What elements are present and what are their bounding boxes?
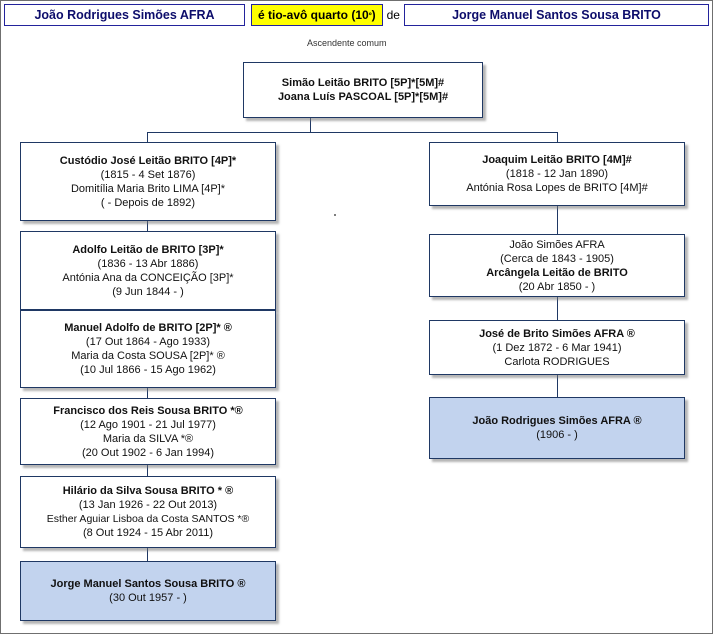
node-line: (10 Jul 1866 - 15 Ago 1962) bbox=[80, 364, 216, 376]
node-line: Maria da SILVA *® bbox=[102, 432, 194, 445]
node-common-ancestor[interactable] bbox=[243, 62, 483, 118]
node-line: (9 Jun 1844 - ) bbox=[112, 285, 184, 298]
connector-left-4-5 bbox=[147, 465, 148, 476]
node-left-2[interactable] bbox=[20, 231, 276, 310]
node-line: Hilário da Silva Sousa BRITO * ® bbox=[62, 485, 234, 497]
node-line: (1818 - 12 Jan 1890) bbox=[505, 168, 609, 180]
node-line: (8 Out 1924 - 15 Abr 2011) bbox=[82, 527, 214, 539]
node-right-target-person[interactable] bbox=[429, 397, 685, 459]
node-line: (20 Out 1902 - 6 Jan 1994) bbox=[81, 446, 215, 459]
node-line: ( - Depois de 1892) bbox=[100, 196, 196, 209]
connector-right-2-3 bbox=[557, 297, 558, 320]
node-right-3[interactable] bbox=[429, 320, 685, 375]
banner-relationship-sup: º bbox=[368, 10, 372, 20]
node-line: Domitília Maria Brito LIMA [4P]* bbox=[70, 182, 226, 195]
banner-relationship-close: ) bbox=[371, 8, 376, 22]
connector-right-drop bbox=[557, 132, 558, 142]
node-line: Custódio José Leitão BRITO [4P]* bbox=[59, 154, 237, 167]
node-left-5[interactable] bbox=[20, 476, 276, 548]
node-line: Jorge Manuel Santos Sousa BRITO ® bbox=[50, 578, 246, 590]
node-line: Arcângela Leitão de BRITO bbox=[486, 266, 628, 279]
node-line: (13 Jan 1926 - 22 Out 2013) bbox=[78, 499, 218, 511]
connector-left-5-6 bbox=[147, 548, 148, 561]
connector-left-3-4 bbox=[147, 388, 148, 398]
connector-left-drop bbox=[147, 132, 148, 142]
node-line: Joaquim Leitão BRITO [4M]# bbox=[482, 154, 632, 166]
node-line: Maria da Costa SOUSA [2P]* ® bbox=[71, 350, 225, 362]
node-line: Simão Leitão BRITO [5P]*[5M]# bbox=[281, 77, 445, 89]
connector-right-3-4 bbox=[557, 375, 558, 397]
node-left-4[interactable] bbox=[20, 398, 276, 465]
banner-relationship bbox=[251, 4, 383, 26]
node-line: João Simões AFRA bbox=[509, 238, 605, 251]
node-left-1[interactable] bbox=[20, 142, 276, 221]
node-left-target-person[interactable] bbox=[20, 561, 276, 621]
ascendant-common-label: Ascendente comum bbox=[307, 38, 387, 48]
node-line: (1906 - ) bbox=[536, 429, 578, 441]
node-line: (12 Ago 1901 - 21 Jul 1977) bbox=[80, 418, 216, 431]
banner-left-person[interactable]: João Rodrigues Simões AFRA bbox=[4, 4, 245, 26]
node-line: Antónia Ana da CONCEIÇÃO [3P]* bbox=[62, 271, 234, 284]
node-line: Esther Aguiar Lisboa da Costa SANTOS *® bbox=[46, 513, 250, 525]
node-line: (17 Out 1864 - Ago 1933) bbox=[85, 336, 211, 348]
connector-root-split bbox=[147, 132, 557, 133]
connector-root-stem bbox=[310, 118, 311, 132]
node-line: José de Brito Simões AFRA ® bbox=[479, 327, 635, 340]
connector-right-1-2 bbox=[557, 206, 558, 234]
node-line: Francisco dos Reis Sousa BRITO *® bbox=[53, 404, 243, 417]
node-left-3[interactable] bbox=[20, 310, 276, 388]
node-line: (1 Dez 1872 - 6 Mar 1941) bbox=[492, 341, 622, 354]
node-line: (20 Abr 1850 - ) bbox=[518, 280, 596, 293]
banner-de-text: de bbox=[386, 8, 400, 22]
node-line: (1815 - 4 Set 1876) bbox=[100, 168, 196, 181]
node-line: Adolfo Leitão de BRITO [3P]* bbox=[72, 243, 224, 256]
node-line: (1836 - 13 Abr 1886) bbox=[97, 257, 199, 270]
node-right-2[interactable] bbox=[429, 234, 685, 297]
banner-relationship-text: é tio-avô quarto (10 bbox=[258, 8, 369, 22]
node-line: (30 Out 1957 - ) bbox=[109, 592, 187, 604]
node-line: João Rodrigues Simões AFRA ® bbox=[472, 415, 642, 427]
node-line: Manuel Adolfo de BRITO [2P]* ® bbox=[64, 322, 232, 334]
banner-right-person[interactable]: Jorge Manuel Santos Sousa BRITO bbox=[404, 4, 709, 26]
node-line: (Cerca de 1843 - 1905) bbox=[500, 252, 614, 265]
node-line: Joana Luís PASCOAL [5P]*[5M]# bbox=[277, 91, 449, 103]
node-line: Carlota RODRIGUES bbox=[504, 355, 610, 368]
relationship-banner bbox=[4, 4, 709, 26]
node-line: Antónia Rosa Lopes de BRITO [4M]# bbox=[466, 182, 648, 194]
decorative-dot bbox=[334, 214, 336, 216]
node-right-1[interactable] bbox=[429, 142, 685, 206]
